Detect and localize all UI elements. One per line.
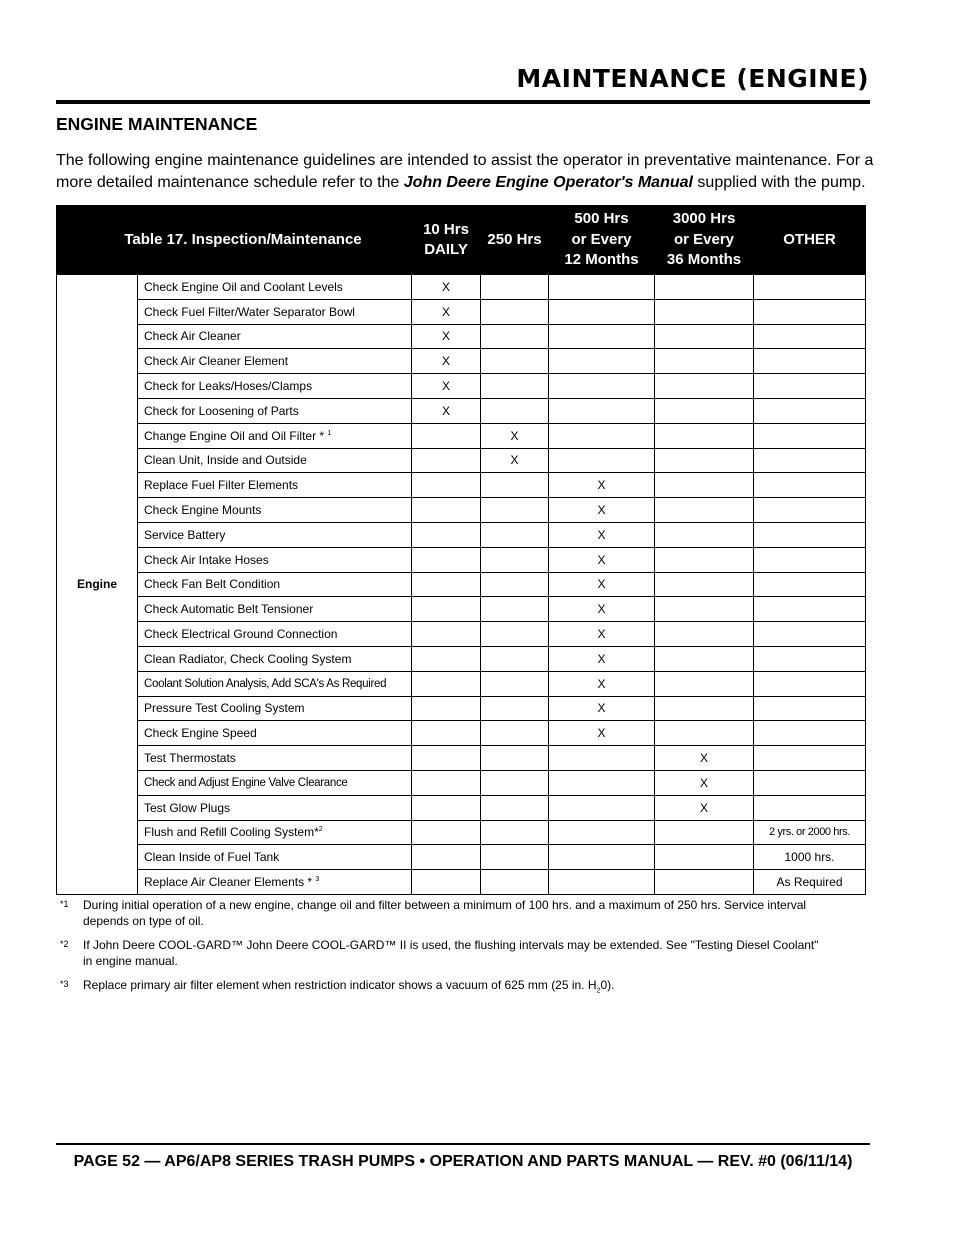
col-header-250 bbox=[481, 206, 549, 275]
interval-cell-daily bbox=[412, 820, 481, 845]
interval-cell-h250 bbox=[481, 275, 549, 300]
interval-cell-h500 bbox=[549, 299, 655, 324]
table-row bbox=[57, 275, 866, 300]
table-row bbox=[57, 522, 866, 547]
interval-cell-other bbox=[754, 398, 866, 423]
interval-cell-other bbox=[754, 622, 866, 647]
task-cell bbox=[138, 349, 412, 374]
table-row bbox=[57, 572, 866, 597]
footnote-reference: 2 bbox=[318, 826, 323, 834]
interval-cell-daily bbox=[412, 646, 481, 671]
interval-cell-h250 bbox=[481, 398, 549, 423]
task-name: Test Glow Plugs bbox=[144, 800, 231, 815]
table-caption: Table 17. Inspection/Maintenance bbox=[57, 206, 412, 275]
interval-cell-other bbox=[754, 721, 866, 746]
intro-paragraph bbox=[56, 150, 876, 194]
title-rule bbox=[56, 100, 870, 104]
task-name: Check Automatic Belt Tensioner bbox=[144, 602, 314, 617]
interval-cell-other bbox=[754, 275, 866, 300]
interval-cell-h500 bbox=[549, 423, 655, 448]
task-name: Check Fuel Filter/Water Separator Bowl bbox=[144, 304, 355, 319]
interval-cell-h500: X bbox=[549, 522, 655, 547]
interval-cell-daily: X bbox=[412, 324, 481, 349]
interval-cell-h250 bbox=[481, 473, 549, 498]
interval-cell-h250 bbox=[481, 671, 549, 696]
footer-rule bbox=[56, 1143, 870, 1145]
task-name: Test Thermostats bbox=[144, 751, 236, 766]
table-row bbox=[57, 473, 866, 498]
interval-cell-daily bbox=[412, 622, 481, 647]
interval-cell-h3000 bbox=[655, 498, 754, 523]
interval-cell-h500 bbox=[549, 746, 655, 771]
interval-cell-daily bbox=[412, 696, 481, 721]
table-row bbox=[57, 423, 866, 448]
interval-cell-h250 bbox=[481, 820, 549, 845]
interval-cell-h250 bbox=[481, 299, 549, 324]
interval-cell-other bbox=[754, 522, 866, 547]
page-footer: PAGE 52 — AP6/AP8 SERIES TRASH PUMPS • OPERATION AND PARTS MANUAL — REV. #0 (06/11/14) bbox=[73, 1153, 853, 1170]
intro-text-before: The following engine maintenance guidelines are intended to assist the operator in preventative maintenance. For a more detailed maintenance schedule refer to the bbox=[56, 152, 874, 191]
interval-cell-other: 1000 hrs. bbox=[754, 845, 866, 870]
interval-cell-other bbox=[754, 646, 866, 671]
table-row bbox=[57, 696, 866, 721]
table-row bbox=[57, 597, 866, 622]
task-name: Check for Leaks/Hoses/Clamps bbox=[144, 379, 313, 394]
interval-cell-h250 bbox=[481, 646, 549, 671]
interval-cell-h500: X bbox=[549, 622, 655, 647]
footnote-text bbox=[83, 978, 830, 999]
interval-cell-daily: X bbox=[412, 299, 481, 324]
group-label-engine: Engine bbox=[57, 275, 138, 895]
interval-cell-other: 2 yrs. or 2000 hrs. bbox=[754, 820, 866, 845]
interval-cell-other bbox=[754, 572, 866, 597]
table-row bbox=[57, 448, 866, 473]
interval-cell-h250 bbox=[481, 870, 549, 895]
task-name: Coolant Solution Analysis, Add SCA's As Required bbox=[144, 677, 387, 690]
interval-cell-other bbox=[754, 498, 866, 523]
table-row bbox=[57, 324, 866, 349]
table-row bbox=[57, 845, 866, 870]
interval-cell-h3000: X bbox=[655, 770, 754, 795]
interval-cell-h500 bbox=[549, 448, 655, 473]
interval-cell-daily bbox=[412, 597, 481, 622]
table-row bbox=[57, 349, 866, 374]
interval-cell-h250 bbox=[481, 597, 549, 622]
footnote-text-part: Replace primary air filter element when restriction indicator shows a vacuum of 625 mm (25 in. H bbox=[83, 978, 597, 992]
col-header-line: or Every bbox=[673, 230, 735, 248]
task-cell bbox=[138, 820, 412, 845]
interval-cell-h3000 bbox=[655, 671, 754, 696]
interval-cell-h500 bbox=[549, 349, 655, 374]
footnote-reference: 3 bbox=[315, 876, 320, 884]
col-header-line: 500 Hrs bbox=[574, 210, 629, 228]
interval-cell-other bbox=[754, 696, 866, 721]
interval-cell-other bbox=[754, 324, 866, 349]
task-cell bbox=[138, 622, 412, 647]
interval-cell-other bbox=[754, 299, 866, 324]
interval-cell-h500 bbox=[549, 820, 655, 845]
interval-cell-h500: X bbox=[549, 547, 655, 572]
col-header-500 bbox=[549, 206, 655, 275]
table-row bbox=[57, 795, 866, 820]
footnote-3 bbox=[60, 978, 830, 999]
interval-cell-daily bbox=[412, 547, 481, 572]
table-row bbox=[57, 746, 866, 771]
interval-cell-h3000: X bbox=[655, 746, 754, 771]
interval-cell-other bbox=[754, 448, 866, 473]
footnote-1 bbox=[60, 898, 830, 929]
interval-cell-daily: X bbox=[412, 349, 481, 374]
interval-cell-daily bbox=[412, 770, 481, 795]
task-name: Replace Fuel Filter Elements bbox=[144, 478, 299, 493]
task-name: Check Air Cleaner bbox=[144, 329, 241, 344]
task-name: Check Air Intake Hoses bbox=[144, 552, 269, 567]
table-row bbox=[57, 547, 866, 572]
interval-cell-h3000 bbox=[655, 845, 754, 870]
interval-cell-other bbox=[754, 795, 866, 820]
interval-cell-other bbox=[754, 597, 866, 622]
task-name: Check for Loosening of Parts bbox=[144, 403, 299, 418]
task-cell bbox=[138, 746, 412, 771]
interval-cell-h500: X bbox=[549, 572, 655, 597]
task-name: Check Electrical Ground Connection bbox=[144, 627, 338, 642]
task-name: Clean Inside of Fuel Tank bbox=[144, 850, 280, 865]
task-cell bbox=[138, 374, 412, 399]
interval-cell-h500: X bbox=[549, 498, 655, 523]
interval-cell-daily bbox=[412, 498, 481, 523]
task-name: Check Engine Mounts bbox=[144, 503, 262, 518]
col-header-line: 10 Hrs bbox=[423, 220, 469, 238]
table-row bbox=[57, 646, 866, 671]
interval-cell-daily bbox=[412, 423, 481, 448]
col-header-line: 36 Months bbox=[666, 251, 742, 269]
interval-cell-daily bbox=[412, 721, 481, 746]
interval-cell-h500: X bbox=[549, 597, 655, 622]
interval-cell-daily bbox=[412, 845, 481, 870]
interval-cell-daily bbox=[412, 870, 481, 895]
col-header-line: 250 Hrs bbox=[487, 230, 542, 248]
task-cell bbox=[138, 795, 412, 820]
interval-cell-daily bbox=[412, 448, 481, 473]
interval-cell-h3000 bbox=[655, 522, 754, 547]
interval-cell-h500 bbox=[549, 324, 655, 349]
task-name: Flush and Refill Cooling System* bbox=[144, 825, 319, 840]
intro-text-after: supplied with the pump. bbox=[692, 174, 866, 191]
table-row bbox=[57, 374, 866, 399]
interval-cell-daily bbox=[412, 473, 481, 498]
interval-cell-other bbox=[754, 374, 866, 399]
interval-cell-h3000 bbox=[655, 547, 754, 572]
interval-cell-h3000 bbox=[655, 646, 754, 671]
interval-cell-h500 bbox=[549, 374, 655, 399]
interval-cell-h250 bbox=[481, 622, 549, 647]
interval-cell-h250 bbox=[481, 721, 549, 746]
footnote-mark: *3 bbox=[60, 979, 69, 989]
task-cell bbox=[138, 398, 412, 423]
interval-cell-daily bbox=[412, 795, 481, 820]
task-cell bbox=[138, 770, 412, 795]
interval-cell-h500 bbox=[549, 795, 655, 820]
interval-cell-h250 bbox=[481, 770, 549, 795]
task-cell bbox=[138, 572, 412, 597]
task-name: Clean Unit, Inside and Outside bbox=[144, 453, 307, 468]
interval-cell-h500: X bbox=[549, 646, 655, 671]
interval-cell-h250: X bbox=[481, 423, 549, 448]
interval-cell-h500: X bbox=[549, 696, 655, 721]
task-cell bbox=[138, 324, 412, 349]
interval-cell-h500 bbox=[549, 398, 655, 423]
footnote-subscript: 2 bbox=[596, 987, 601, 995]
table-row bbox=[57, 721, 866, 746]
maintenance-table bbox=[56, 205, 866, 895]
footnote-text: If John Deere COOL-GARD™ John Deere COOL-GARD™ II is used, the flushing intervals may be extended. See "Testing Diesel Coolant" in engine manual. bbox=[83, 938, 819, 968]
table-row bbox=[57, 671, 866, 696]
interval-cell-other bbox=[754, 423, 866, 448]
manual-reference: John Deere Engine Operator's Manual bbox=[403, 174, 693, 191]
task-cell bbox=[138, 299, 412, 324]
interval-cell-h3000 bbox=[655, 572, 754, 597]
table-row bbox=[57, 870, 866, 895]
interval-cell-other bbox=[754, 671, 866, 696]
interval-cell-h3000: X bbox=[655, 795, 754, 820]
interval-cell-other bbox=[754, 349, 866, 374]
interval-cell-h250 bbox=[481, 696, 549, 721]
task-name: Check Engine Speed bbox=[144, 726, 257, 741]
interval-cell-daily bbox=[412, 671, 481, 696]
table-row bbox=[57, 398, 866, 423]
interval-cell-daily: X bbox=[412, 275, 481, 300]
task-cell bbox=[138, 498, 412, 523]
table-header-row bbox=[57, 206, 866, 275]
interval-cell-h3000 bbox=[655, 349, 754, 374]
interval-cell-daily bbox=[412, 746, 481, 771]
col-header-line: 3000 Hrs bbox=[672, 210, 736, 228]
interval-cell-h250 bbox=[481, 795, 549, 820]
table-row bbox=[57, 299, 866, 324]
col-header-line: or Every bbox=[571, 230, 632, 248]
interval-cell-h3000 bbox=[655, 374, 754, 399]
interval-cell-h3000 bbox=[655, 324, 754, 349]
interval-cell-h3000 bbox=[655, 622, 754, 647]
interval-cell-h500: X bbox=[549, 473, 655, 498]
section-heading: ENGINE MAINTENANCE bbox=[56, 114, 258, 134]
interval-cell-h250 bbox=[481, 498, 549, 523]
task-name: Check and Adjust Engine Valve Clearance bbox=[144, 776, 348, 789]
interval-cell-h500 bbox=[549, 870, 655, 895]
interval-cell-h3000 bbox=[655, 448, 754, 473]
task-cell bbox=[138, 870, 412, 895]
interval-cell-other bbox=[754, 770, 866, 795]
table-row bbox=[57, 622, 866, 647]
table-row bbox=[57, 498, 866, 523]
footnote-mark: *1 bbox=[60, 899, 69, 909]
col-header-other bbox=[754, 206, 866, 275]
interval-cell-h500 bbox=[549, 275, 655, 300]
interval-cell-h3000 bbox=[655, 721, 754, 746]
col-header-line: 12 Months bbox=[564, 251, 639, 269]
col-header-line: DAILY bbox=[424, 241, 468, 258]
interval-cell-h500: X bbox=[549, 721, 655, 746]
task-name: Check Fan Belt Condition bbox=[144, 577, 281, 592]
interval-cell-h3000 bbox=[655, 473, 754, 498]
task-cell bbox=[138, 522, 412, 547]
interval-cell-other bbox=[754, 746, 866, 771]
task-cell bbox=[138, 275, 412, 300]
interval-cell-other bbox=[754, 547, 866, 572]
interval-cell-h250 bbox=[481, 522, 549, 547]
interval-cell-daily: X bbox=[412, 374, 481, 399]
interval-cell-h250 bbox=[481, 572, 549, 597]
footnote-text-part: 0). bbox=[600, 978, 615, 992]
interval-cell-h500 bbox=[549, 845, 655, 870]
interval-cell-h3000 bbox=[655, 696, 754, 721]
interval-cell-h250 bbox=[481, 324, 549, 349]
task-name: Pressure Test Cooling System bbox=[144, 701, 305, 716]
interval-cell-h250 bbox=[481, 349, 549, 374]
task-cell bbox=[138, 423, 412, 448]
interval-cell-daily bbox=[412, 522, 481, 547]
task-cell bbox=[138, 845, 412, 870]
interval-cell-h3000 bbox=[655, 870, 754, 895]
col-header-daily bbox=[412, 206, 481, 275]
interval-cell-h500: X bbox=[549, 671, 655, 696]
footnote-mark: *2 bbox=[60, 939, 69, 949]
task-name: Change Engine Oil and Oil Filter * bbox=[144, 428, 328, 443]
footnote-2 bbox=[60, 938, 830, 969]
task-cell bbox=[138, 473, 412, 498]
interval-cell-daily bbox=[412, 572, 481, 597]
page-title: MAINTENANCE (ENGINE) bbox=[516, 64, 869, 93]
interval-cell-h500 bbox=[549, 770, 655, 795]
table-row bbox=[57, 770, 866, 795]
interval-cell-h3000 bbox=[655, 398, 754, 423]
interval-cell-h250 bbox=[481, 374, 549, 399]
task-cell bbox=[138, 696, 412, 721]
task-cell bbox=[138, 671, 412, 696]
interval-cell-other: As Required bbox=[754, 870, 866, 895]
interval-cell-h250 bbox=[481, 746, 549, 771]
interval-cell-daily: X bbox=[412, 398, 481, 423]
footnotes bbox=[60, 898, 830, 1008]
task-name: Replace Air Cleaner Elements * bbox=[144, 875, 316, 890]
task-cell bbox=[138, 448, 412, 473]
task-cell bbox=[138, 646, 412, 671]
footnote-text: During initial operation of a new engine, change oil and filter between a minimum of 100 hrs. and a maximum of 250 hrs. Service interval depends on type of oil. bbox=[83, 898, 807, 928]
task-name: Check Air Cleaner Element bbox=[144, 354, 289, 369]
interval-cell-h3000 bbox=[655, 820, 754, 845]
task-cell bbox=[138, 721, 412, 746]
task-name: Clean Radiator, Check Cooling System bbox=[144, 651, 352, 666]
interval-cell-h250 bbox=[481, 547, 549, 572]
footnote-reference: 1 bbox=[327, 429, 332, 437]
task-name: Check Engine Oil and Coolant Levels bbox=[144, 279, 343, 294]
interval-cell-other bbox=[754, 473, 866, 498]
interval-cell-h3000 bbox=[655, 299, 754, 324]
table-row bbox=[57, 820, 866, 845]
col-header-3000 bbox=[655, 206, 754, 275]
task-cell bbox=[138, 547, 412, 572]
interval-cell-h250: X bbox=[481, 448, 549, 473]
interval-cell-h3000 bbox=[655, 275, 754, 300]
task-cell bbox=[138, 597, 412, 622]
interval-cell-h3000 bbox=[655, 597, 754, 622]
col-header-line: OTHER bbox=[783, 230, 836, 248]
interval-cell-h3000 bbox=[655, 423, 754, 448]
interval-cell-h250 bbox=[481, 845, 549, 870]
task-name: Service Battery bbox=[144, 527, 226, 542]
